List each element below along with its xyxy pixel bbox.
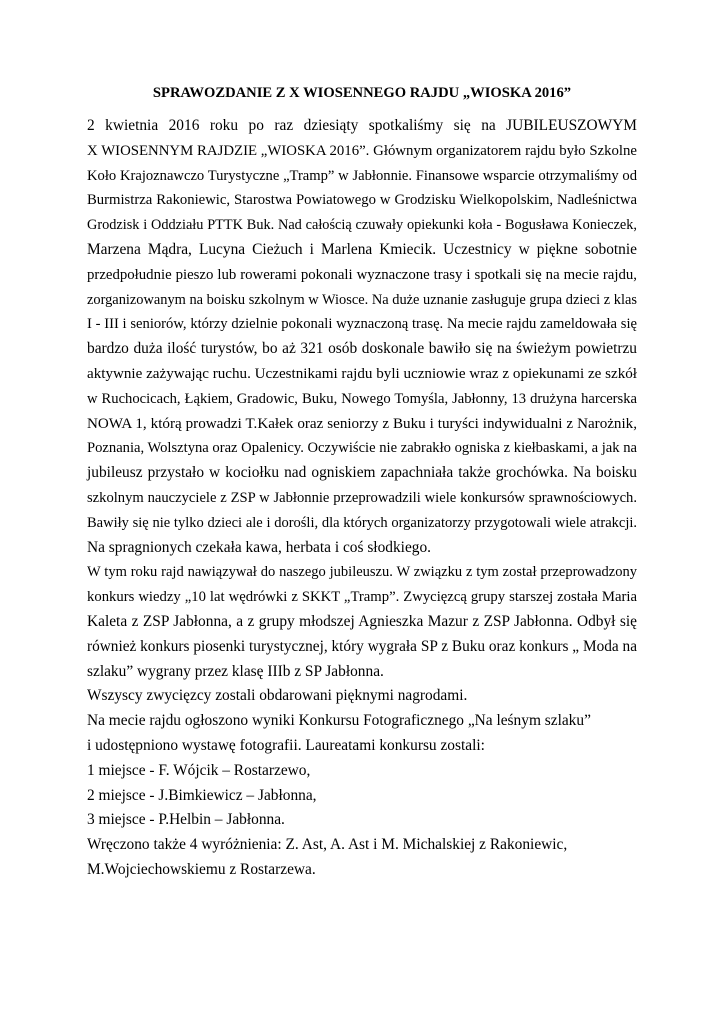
document-line: 2 miejsce - J.Bimkiewicz – Jabłonna, [87, 786, 317, 804]
document-line: jubileusz przystało w kociołku nad ogniskiem zapachniała także grochówka. Na boisku [87, 464, 637, 482]
document-line: Poznania, Wolsztyna oraz Opalenicy. Oczywiście nie zabrakło ogniska z kiełbaskami, a jak na [87, 440, 637, 457]
document-line: również konkurs piosenki turystycznej, który wygrała SP z Buku oraz konkurs „ Moda na [87, 637, 637, 655]
document-line: 1 miejsce - F. Wójcik – Rostarzewo, [87, 761, 311, 779]
document-line: Koło Krajoznawczo Turystyczne „Tramp” w Jabłonnie. Finansowe wsparcie otrzymaliśmy od [87, 167, 637, 184]
document-body [87, 114, 637, 883]
document-line: przedpołudnie pieszo lub rowerami pokonali wyznaczone trasy i spotkali się na mecie rajdu, [87, 266, 637, 283]
document-line: NOWA 1, którą prowadzi T.Kałek oraz seniorzy z Buku i turyści indywidualni z Narożnik, [87, 415, 637, 432]
document-line: I - III i seniorów, którzy dzielnie pokonali wyznaczoną trasę. Na mecie rajdu zameldowała się [87, 316, 637, 333]
document-line: Wręczono także 4 wyróżnienia: Z. Ast, A. Ast i M. Michalskiej z Rakoniewic, [87, 836, 568, 854]
document-line: szlaku” wygrany przez klasę IIIb z SP Jabłonna. [87, 662, 384, 680]
document-line: bardzo duża ilość turystów, bo aż 321 osób doskonale bawiło się na świeżym powietrzu [87, 340, 637, 358]
document-title: SPRAWOZDANIE Z X WIOSENNEGO RAJDU „WIOSKA 2016” [152, 85, 572, 101]
document-line: Wszyscy zwycięzcy zostali obdarowani pięknymi nagrodami. [87, 687, 468, 705]
document-line: Marzena Mądra, Lucyna Cieżuch i Marlena Kmiecik. Uczestnicy w piękne sobotnie [87, 240, 637, 258]
document-line: Na mecie rajdu ogłoszono wyniki Konkursu Fotograficznego „Na leśnym szlaku” [87, 712, 591, 730]
document-line: konkurs wiedzy „10 lat wędrówki z SKKT „Tramp”. Zwycięzcą grupy starszej została Maria [87, 589, 637, 606]
document-line: 2 kwietnia 2016 roku po raz dziesiąty spotkaliśmy się na JUBILEUSZOWYM [87, 117, 637, 134]
document-line: Bawiły się nie tylko dzieci ale i dorośli, dla których organizatorzy przygotowali wiele atrakcji. [87, 514, 637, 531]
document-line: Grodzisk i Oddziału PTTK Buk. Nad całością czuwały opiekunki koła - Bogusława Konieczek, [87, 217, 637, 234]
document-line: Burmistrza Rakoniewic, Starostwa Powiatowego w Grodzisku Wielkopolskim, Nadleśnictwa [87, 192, 637, 209]
document-line: zorganizowanym na boisku szkolnym w Wiosce. Na duże uznanie zasługuje grupa dzieci z klas [87, 291, 637, 308]
document-line: 3 miejsce - P.Helbin – Jabłonna. [87, 811, 285, 829]
document-line: Kaleta z ZSP Jabłonna, a z grupy młodszej Agnieszka Mazur z ZSP Jabłonna. Odbył się [87, 612, 637, 630]
document-line: W tym roku rajd nawiązywał do naszego jubileuszu. W związku z tym został przeprowadzony [87, 564, 637, 581]
document-line: szkolnym nauczyciele z ZSP w Jabłonnie przeprowadzili wiele konkursów sprawnościowych. [87, 489, 637, 506]
document-line: X WIOSENNYM RAJDZIE „WIOSKA 2016”. Głównym organizatorem rajdu było Szkolne [87, 142, 637, 159]
document-line: w Ruchocicach, Łąkiem, Gradowic, Buku, Nowego Tomyśla, Jabłonny, 13 drużyna harcerska [87, 390, 637, 407]
document-line: i udostępniono wystawę fotografii. Laureatami konkursu zostali: [87, 736, 485, 754]
document-line: aktywnie zażywając ruchu. Uczestnikami rajdu byli uczniowie wraz z opiekunami ze szkół [87, 365, 637, 382]
document-line: M.Wojciechowskiemu z Rostarzewa. [87, 860, 316, 878]
document-line: Na spragnionych czekała kawa, herbata i coś słodkiego. [87, 538, 432, 556]
